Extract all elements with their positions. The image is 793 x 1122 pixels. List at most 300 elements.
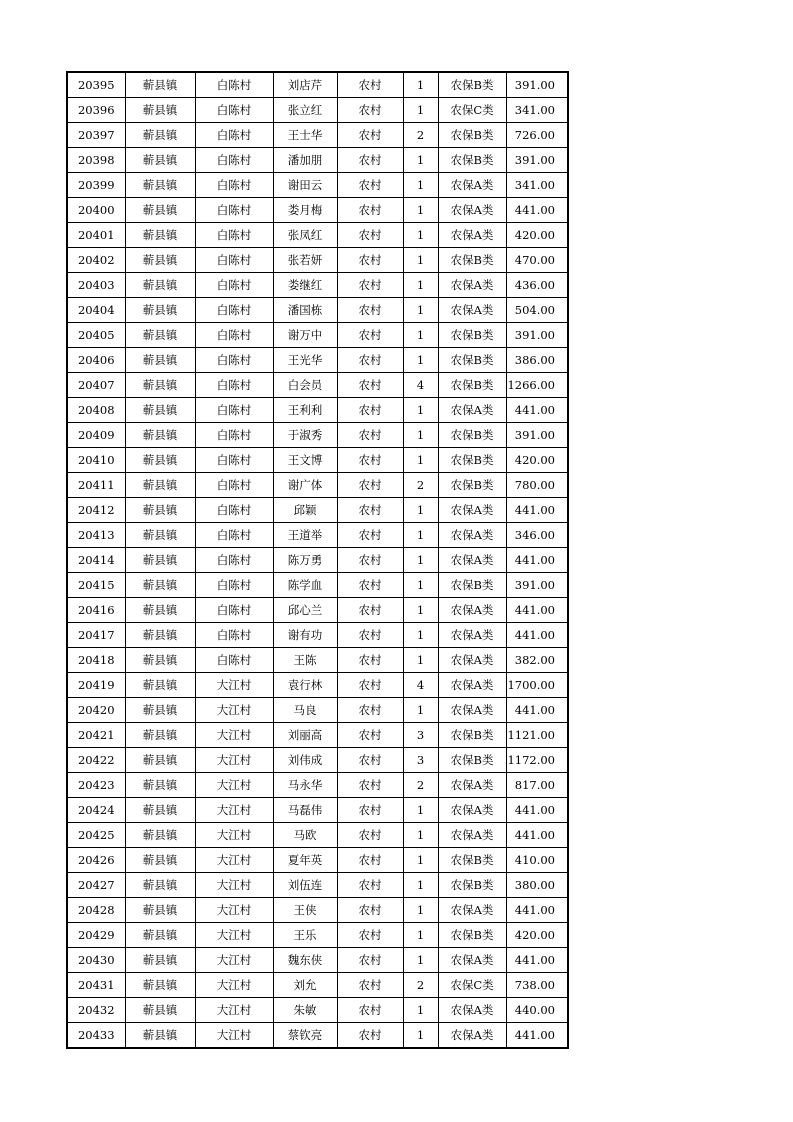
village-cell: 白陈村 [195,123,273,148]
name-cell: 马永华 [273,773,337,798]
member-count-cell: 1 [403,323,438,348]
table-row [67,598,568,623]
amount-cell: 420.00 [506,448,568,473]
village-cell: 白陈村 [195,398,273,423]
table-row [67,923,568,948]
member-count-cell: 1 [403,273,438,298]
row-id-cell: 20423 [67,773,125,798]
village-cell: 白陈村 [195,623,273,648]
insurance-category-cell: 农保B类 [438,72,506,98]
table-row [67,273,568,298]
amount-cell: 441.00 [506,698,568,723]
household-type-cell: 农村 [337,223,403,248]
town-cell: 蕲县镇 [125,973,195,998]
amount-cell: 738.00 [506,973,568,998]
amount-cell: 1266.00 [506,373,568,398]
town-cell: 蕲县镇 [125,98,195,123]
insurance-category-cell: 农保A类 [438,648,506,673]
insurance-category-cell: 农保C类 [438,973,506,998]
household-type-cell: 农村 [337,173,403,198]
member-count-cell: 1 [403,623,438,648]
table-row [67,298,568,323]
amount-cell: 386.00 [506,348,568,373]
village-cell: 白陈村 [195,273,273,298]
household-type-cell: 农村 [337,923,403,948]
table-row [67,773,568,798]
insurance-category-cell: 农保A类 [438,298,506,323]
amount-cell: 410.00 [506,848,568,873]
member-count-cell: 1 [403,173,438,198]
row-id-cell: 20433 [67,1023,125,1049]
member-count-cell: 1 [403,298,438,323]
insurance-category-cell: 农保B类 [438,148,506,173]
insurance-category-cell: 农保A类 [438,548,506,573]
row-id-cell: 20418 [67,648,125,673]
household-type-cell: 农村 [337,948,403,973]
household-type-cell: 农村 [337,873,403,898]
town-cell: 蕲县镇 [125,673,195,698]
amount-cell: 441.00 [506,498,568,523]
table-row [67,98,568,123]
town-cell: 蕲县镇 [125,598,195,623]
row-id-cell: 20411 [67,473,125,498]
member-count-cell: 1 [403,423,438,448]
amount-cell: 1172.00 [506,748,568,773]
household-type-cell: 农村 [337,123,403,148]
table-row [67,248,568,273]
table-row [67,72,568,98]
name-cell: 王光华 [273,348,337,373]
row-id-cell: 20408 [67,398,125,423]
insurance-category-cell: 农保A类 [438,598,506,623]
table-row [67,998,568,1023]
household-type-cell: 农村 [337,423,403,448]
name-cell: 张立红 [273,98,337,123]
member-count-cell: 3 [403,748,438,773]
table-row [67,373,568,398]
amount-cell: 391.00 [506,573,568,598]
name-cell: 马良 [273,698,337,723]
member-count-cell: 4 [403,373,438,398]
town-cell: 蕲县镇 [125,848,195,873]
row-id-cell: 20421 [67,723,125,748]
table-row [67,348,568,373]
table-row [67,1023,568,1049]
village-cell: 白陈村 [195,373,273,398]
village-cell: 白陈村 [195,323,273,348]
amount-cell: 441.00 [506,198,568,223]
town-cell: 蕲县镇 [125,148,195,173]
town-cell: 蕲县镇 [125,798,195,823]
village-cell: 大江村 [195,1023,273,1049]
member-count-cell: 1 [403,148,438,173]
table-row [67,473,568,498]
town-cell: 蕲县镇 [125,998,195,1023]
amount-cell: 391.00 [506,423,568,448]
table-row [67,848,568,873]
town-cell: 蕲县镇 [125,198,195,223]
member-count-cell: 1 [403,223,438,248]
member-count-cell: 1 [403,598,438,623]
village-cell: 白陈村 [195,548,273,573]
insurance-category-cell: 农保B类 [438,348,506,373]
household-type-cell: 农村 [337,448,403,473]
name-cell: 王侠 [273,898,337,923]
town-cell: 蕲县镇 [125,223,195,248]
town-cell: 蕲县镇 [125,423,195,448]
village-cell: 白陈村 [195,523,273,548]
village-cell: 大江村 [195,798,273,823]
village-cell: 白陈村 [195,223,273,248]
insurance-category-cell: 农保B类 [438,473,506,498]
insurance-category-cell: 农保B类 [438,748,506,773]
village-cell: 大江村 [195,748,273,773]
household-type-cell: 农村 [337,623,403,648]
village-cell: 白陈村 [195,72,273,98]
insurance-category-cell: 农保A类 [438,273,506,298]
amount-cell: 341.00 [506,98,568,123]
insurance-category-cell: 农保B类 [438,323,506,348]
table-row [67,748,568,773]
name-cell: 马欧 [273,823,337,848]
row-id-cell: 20424 [67,798,125,823]
town-cell: 蕲县镇 [125,823,195,848]
town-cell: 蕲县镇 [125,923,195,948]
village-cell: 白陈村 [195,148,273,173]
household-type-cell: 农村 [337,498,403,523]
town-cell: 蕲县镇 [125,773,195,798]
insurance-category-cell: 农保A类 [438,948,506,973]
row-id-cell: 20407 [67,373,125,398]
village-cell: 白陈村 [195,448,273,473]
town-cell: 蕲县镇 [125,573,195,598]
name-cell: 潘加朋 [273,148,337,173]
amount-cell: 470.00 [506,248,568,273]
amount-cell: 441.00 [506,1023,568,1049]
town-cell: 蕲县镇 [125,448,195,473]
insurance-category-cell: 农保B类 [438,373,506,398]
table-row [67,173,568,198]
amount-cell: 504.00 [506,298,568,323]
table-row [67,448,568,473]
amount-cell: 436.00 [506,273,568,298]
name-cell: 邱心兰 [273,598,337,623]
name-cell: 邱颖 [273,498,337,523]
row-id-cell: 20412 [67,498,125,523]
member-count-cell: 1 [403,72,438,98]
village-cell: 白陈村 [195,598,273,623]
household-type-cell: 农村 [337,798,403,823]
amount-cell: 817.00 [506,773,568,798]
table-row [67,123,568,148]
household-type-cell: 农村 [337,598,403,623]
amount-cell: 440.00 [506,998,568,1023]
amount-cell: 382.00 [506,648,568,673]
member-count-cell: 1 [403,923,438,948]
row-id-cell: 20400 [67,198,125,223]
household-type-cell: 农村 [337,898,403,923]
row-id-cell: 20419 [67,673,125,698]
table-body [67,72,568,1048]
row-id-cell: 20432 [67,998,125,1023]
data-table-container [66,71,569,1049]
town-cell: 蕲县镇 [125,523,195,548]
row-id-cell: 20396 [67,98,125,123]
household-type-cell: 农村 [337,973,403,998]
table-row [67,548,568,573]
table-row [67,648,568,673]
village-cell: 大江村 [195,973,273,998]
amount-cell: 726.00 [506,123,568,148]
household-type-cell: 农村 [337,523,403,548]
town-cell: 蕲县镇 [125,498,195,523]
amount-cell: 441.00 [506,798,568,823]
row-id-cell: 20397 [67,123,125,148]
member-count-cell: 1 [403,898,438,923]
table-row [67,198,568,223]
row-id-cell: 20422 [67,748,125,773]
household-type-cell: 农村 [337,98,403,123]
household-type-cell: 农村 [337,298,403,323]
name-cell: 刘丽高 [273,723,337,748]
insurance-category-cell: 农保A类 [438,498,506,523]
table-row [67,523,568,548]
household-type-cell: 农村 [337,748,403,773]
row-id-cell: 20401 [67,223,125,248]
town-cell: 蕲县镇 [125,72,195,98]
village-cell: 白陈村 [195,498,273,523]
member-count-cell: 1 [403,648,438,673]
name-cell: 王文博 [273,448,337,473]
insurance-category-cell: 农保A类 [438,773,506,798]
household-type-cell: 农村 [337,648,403,673]
member-count-cell: 1 [403,998,438,1023]
village-cell: 大江村 [195,848,273,873]
table-row [67,423,568,448]
insurance-category-cell: 农保B类 [438,723,506,748]
table-row [67,723,568,748]
row-id-cell: 20399 [67,173,125,198]
amount-cell: 391.00 [506,323,568,348]
name-cell: 谢有功 [273,623,337,648]
name-cell: 王士华 [273,123,337,148]
row-id-cell: 20416 [67,598,125,623]
amount-cell: 441.00 [506,898,568,923]
town-cell: 蕲县镇 [125,698,195,723]
amount-cell: 1700.00 [506,673,568,698]
insurance-category-cell: 农保A类 [438,698,506,723]
town-cell: 蕲县镇 [125,1023,195,1049]
household-type-cell: 农村 [337,848,403,873]
row-id-cell: 20425 [67,823,125,848]
table-row [67,673,568,698]
member-count-cell: 3 [403,723,438,748]
town-cell: 蕲县镇 [125,648,195,673]
table-row [67,223,568,248]
household-type-cell: 农村 [337,998,403,1023]
insurance-category-cell: 农保A类 [438,898,506,923]
insurance-category-cell: 农保B类 [438,448,506,473]
member-count-cell: 4 [403,673,438,698]
household-type-cell: 农村 [337,573,403,598]
name-cell: 于淑秀 [273,423,337,448]
row-id-cell: 20403 [67,273,125,298]
member-count-cell: 2 [403,973,438,998]
name-cell: 王乐 [273,923,337,948]
amount-cell: 391.00 [506,148,568,173]
household-type-cell: 农村 [337,773,403,798]
name-cell: 夏年英 [273,848,337,873]
member-count-cell: 1 [403,823,438,848]
village-cell: 白陈村 [195,173,273,198]
village-cell: 大江村 [195,698,273,723]
amount-cell: 420.00 [506,923,568,948]
insurance-category-cell: 农保A类 [438,623,506,648]
town-cell: 蕲县镇 [125,473,195,498]
row-id-cell: 20427 [67,873,125,898]
insurance-category-cell: 农保A类 [438,398,506,423]
town-cell: 蕲县镇 [125,323,195,348]
village-cell: 白陈村 [195,473,273,498]
name-cell: 张若妍 [273,248,337,273]
insurance-category-cell: 农保B类 [438,923,506,948]
insurance-category-cell: 农保A类 [438,523,506,548]
village-cell: 大江村 [195,723,273,748]
village-cell: 大江村 [195,673,273,698]
insurance-category-cell: 农保B类 [438,573,506,598]
household-type-cell: 农村 [337,348,403,373]
name-cell: 娄月梅 [273,198,337,223]
row-id-cell: 20402 [67,248,125,273]
village-cell: 白陈村 [195,248,273,273]
amount-cell: 441.00 [506,948,568,973]
member-count-cell: 1 [403,198,438,223]
table-row [67,323,568,348]
row-id-cell: 20430 [67,948,125,973]
household-type-cell: 农村 [337,698,403,723]
insurance-category-cell: 农保B类 [438,873,506,898]
member-count-cell: 1 [403,98,438,123]
household-type-cell: 农村 [337,198,403,223]
village-cell: 白陈村 [195,298,273,323]
town-cell: 蕲县镇 [125,398,195,423]
table-row [67,573,568,598]
insurance-category-cell: 农保B类 [438,248,506,273]
row-id-cell: 20404 [67,298,125,323]
name-cell: 王道举 [273,523,337,548]
member-count-cell: 2 [403,473,438,498]
name-cell: 朱敏 [273,998,337,1023]
name-cell: 陈学血 [273,573,337,598]
town-cell: 蕲县镇 [125,548,195,573]
amount-cell: 441.00 [506,598,568,623]
household-type-cell: 农村 [337,248,403,273]
row-id-cell: 20426 [67,848,125,873]
amount-cell: 391.00 [506,72,568,98]
household-type-cell: 农村 [337,823,403,848]
insurance-category-cell: 农保A类 [438,198,506,223]
member-count-cell: 1 [403,498,438,523]
member-count-cell: 1 [403,248,438,273]
village-cell: 大江村 [195,898,273,923]
household-type-cell: 农村 [337,373,403,398]
village-cell: 大江村 [195,873,273,898]
insurance-category-cell: 农保A类 [438,823,506,848]
name-cell: 潘国栋 [273,298,337,323]
household-type-cell: 农村 [337,548,403,573]
name-cell: 王陈 [273,648,337,673]
village-cell: 白陈村 [195,98,273,123]
insurance-category-cell: 农保A类 [438,1023,506,1049]
name-cell: 马磊伟 [273,798,337,823]
village-cell: 白陈村 [195,423,273,448]
member-count-cell: 1 [403,448,438,473]
insurance-category-cell: 农保A类 [438,173,506,198]
town-cell: 蕲县镇 [125,173,195,198]
name-cell: 娄继红 [273,273,337,298]
amount-cell: 441.00 [506,623,568,648]
town-cell: 蕲县镇 [125,898,195,923]
town-cell: 蕲县镇 [125,298,195,323]
household-type-cell: 农村 [337,148,403,173]
town-cell: 蕲县镇 [125,623,195,648]
household-type-cell: 农村 [337,723,403,748]
amount-cell: 341.00 [506,173,568,198]
name-cell: 刘伍连 [273,873,337,898]
amount-cell: 441.00 [506,398,568,423]
name-cell: 陈万勇 [273,548,337,573]
member-count-cell: 1 [403,873,438,898]
insurance-category-cell: 农保A类 [438,673,506,698]
row-id-cell: 20431 [67,973,125,998]
amount-cell: 346.00 [506,523,568,548]
insurance-category-cell: 农保C类 [438,98,506,123]
row-id-cell: 20414 [67,548,125,573]
insurance-category-cell: 农保A类 [438,998,506,1023]
household-type-cell: 农村 [337,398,403,423]
town-cell: 蕲县镇 [125,123,195,148]
row-id-cell: 20420 [67,698,125,723]
name-cell: 王利利 [273,398,337,423]
table-row [67,398,568,423]
table-row [67,973,568,998]
insurance-category-cell: 农保A类 [438,223,506,248]
village-cell: 大江村 [195,773,273,798]
town-cell: 蕲县镇 [125,748,195,773]
row-id-cell: 20409 [67,423,125,448]
name-cell: 刘店芹 [273,72,337,98]
member-count-cell: 1 [403,548,438,573]
table-row [67,148,568,173]
village-cell: 大江村 [195,948,273,973]
household-type-cell: 农村 [337,1023,403,1049]
name-cell: 刘允 [273,973,337,998]
town-cell: 蕲县镇 [125,873,195,898]
row-id-cell: 20428 [67,898,125,923]
amount-cell: 780.00 [506,473,568,498]
row-id-cell: 20429 [67,923,125,948]
amount-cell: 1121.00 [506,723,568,748]
row-id-cell: 20398 [67,148,125,173]
household-type-cell: 农村 [337,673,403,698]
amount-cell: 420.00 [506,223,568,248]
row-id-cell: 20415 [67,573,125,598]
member-count-cell: 1 [403,798,438,823]
member-count-cell: 1 [403,1023,438,1049]
household-type-cell: 农村 [337,473,403,498]
village-cell: 白陈村 [195,573,273,598]
household-type-cell: 农村 [337,72,403,98]
